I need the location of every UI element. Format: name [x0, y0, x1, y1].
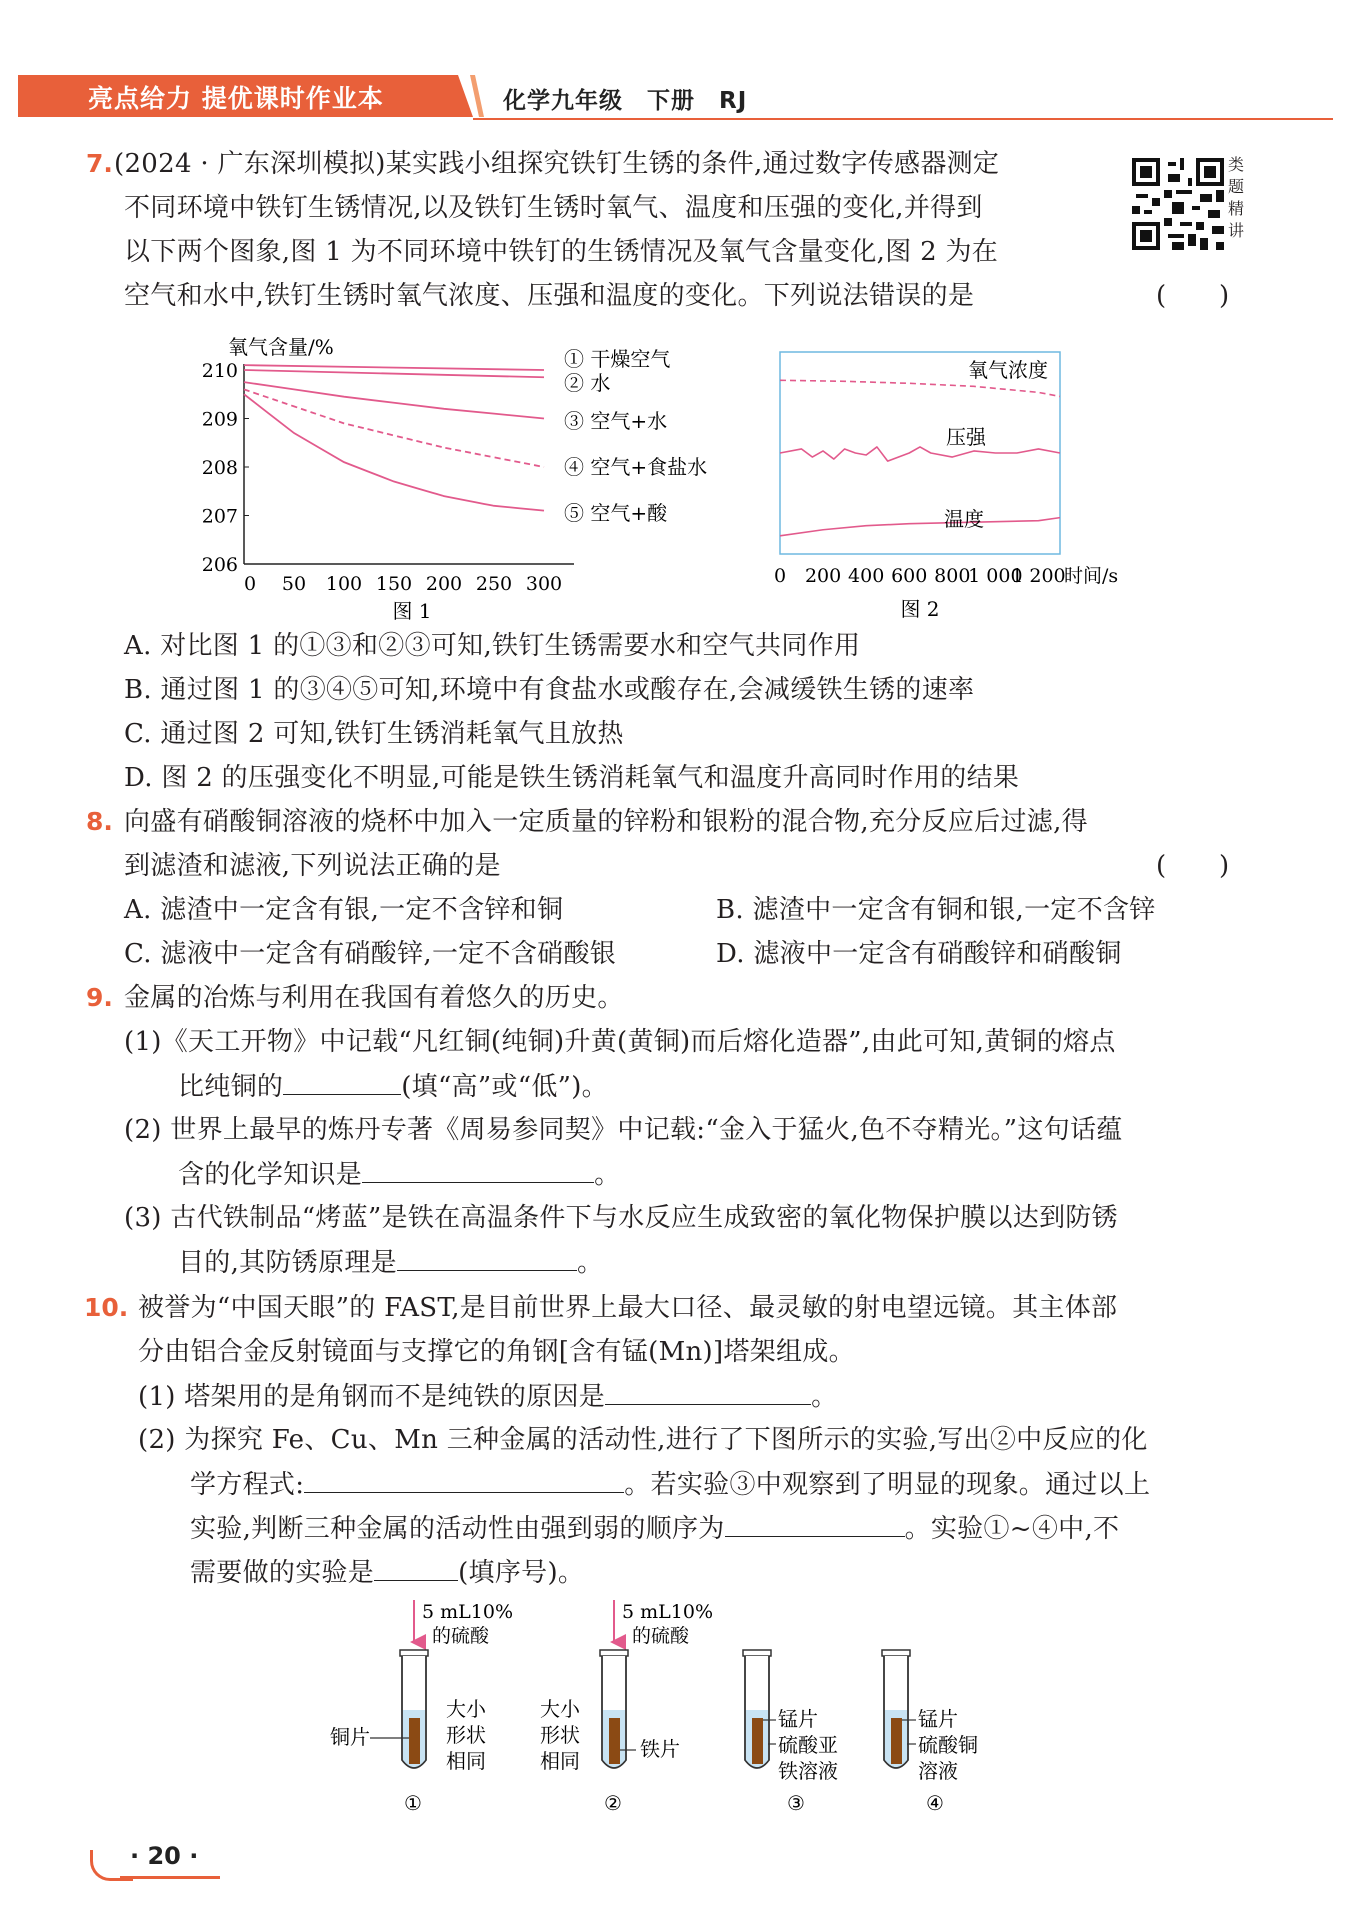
x-tick-label: 200 — [425, 573, 463, 595]
tube-1-metal-label: 铜片 — [330, 1725, 370, 1749]
q9-part1-text: (填“高”或“低”)。 — [401, 1072, 608, 1102]
q9-part1-text: 比纯铜的 — [178, 1072, 284, 1102]
test-tube-4 — [882, 1650, 978, 1815]
tube-4-number: ④ — [926, 1791, 944, 1815]
x-tick-label: 1 200 — [1011, 565, 1066, 587]
tube-3-solution-label: 硫酸亚 — [778, 1733, 838, 1757]
x-tick-label: 150 — [375, 573, 413, 595]
header-brand: 亮点给力 提优课时作业本 — [88, 84, 384, 113]
q10-part2-text: 。实验①~④中,不 — [904, 1514, 1120, 1544]
series-label: ⑤ 空气+酸 — [564, 501, 668, 525]
x-tick-label: 0 — [243, 573, 257, 595]
series-label: ② 水 — [564, 371, 611, 395]
q10-part1-text: 。 — [811, 1382, 838, 1412]
figure-2-chart — [760, 340, 1180, 628]
q9-part2-line — [178, 1156, 620, 1193]
qr-code-icon[interactable] — [1132, 158, 1224, 250]
tube-2-reagent: 的硫酸 — [632, 1625, 690, 1647]
answer-blank[interactable] — [362, 1156, 594, 1183]
header-banner-stripe — [470, 75, 484, 117]
question-number: 10. — [84, 1293, 129, 1322]
q10-part2-text: 需要做的实验是 — [190, 1558, 375, 1588]
x-tick-label: 200 — [804, 565, 842, 587]
answer-blank[interactable] — [725, 1510, 905, 1537]
q7-stem-line: 空气和水中,铁钉生锈时氧气浓度、压强和温度的变化。下列说法错误的是 — [124, 281, 975, 311]
q10-part2-line — [190, 1554, 584, 1591]
q9-stem: 金属的冶炼与利用在我国有着悠久的历史。 — [124, 983, 624, 1013]
tube-1-reagent: 的硫酸 — [432, 1625, 490, 1647]
q7-option-a[interactable]: A. 对比图 1 的①③和②③可知,铁钉生锈需要水和空气共同作用 — [124, 631, 861, 661]
q8-option-b[interactable]: B. 滤渣中一定含有铜和银,一定不含锌 — [716, 895, 1156, 925]
question-number: 8. — [86, 807, 113, 836]
tube-4-solution-label: 硫酸铜 — [918, 1733, 978, 1757]
q9-part1-line — [178, 1068, 608, 1105]
figure-caption: 图 1 — [392, 599, 432, 623]
q9-part3-line — [178, 1244, 603, 1281]
x-tick-label: 800 — [934, 565, 971, 587]
test-tube-1 — [330, 1600, 513, 1815]
y-axis-label: 氧气含量/% — [228, 335, 334, 359]
x-tick-label: 0 — [773, 565, 787, 587]
series-label: 温度 — [944, 507, 984, 531]
footer-rule — [120, 1876, 220, 1879]
figure-1-chart — [200, 328, 708, 628]
test-tube-experiment-figure — [330, 1598, 1010, 1828]
q7-stem-line: 不同环境中铁钉生锈情况,以及铁钉生锈时氧气、温度和压强的变化,并得到 — [124, 193, 983, 223]
qr-label-char: 类 — [1228, 155, 1245, 174]
q10-part2-text: 。若实验③中观察到了明显的现象。通过以上 — [624, 1470, 1151, 1500]
answer-blank[interactable] — [304, 1466, 624, 1493]
figure-caption: 图 2 — [900, 597, 940, 621]
tube-2-number: ② — [604, 1791, 622, 1815]
q7-option-b[interactable]: B. 通过图 1 的③④⑤可知,环境中有食盐水或酸存在,会减缓铁生锈的速率 — [124, 675, 975, 705]
q10-part2-text: 实验,判断三种金属的活动性由强到弱的顺序为 — [190, 1514, 725, 1544]
q7-option-d[interactable]: D. 图 2 的压强变化不明显,可能是铁生锈消耗氧气和温度升高同时作用的结果 — [124, 763, 1020, 793]
tube-2-note: 相同 — [540, 1749, 580, 1773]
answer-blank[interactable] — [374, 1554, 458, 1581]
question-number: 9. — [86, 983, 113, 1012]
q9-part3-text: 。 — [576, 1248, 604, 1278]
test-tube-3 — [743, 1650, 838, 1815]
q10-part1-line — [138, 1378, 837, 1415]
series-label: ③ 空气+水 — [564, 409, 668, 433]
series-label: ④ 空气+食盐水 — [564, 455, 708, 479]
x-tick-label: 400 — [848, 565, 885, 587]
q8-option-c[interactable]: C. 滤液中一定含有硝酸锌,一定不含硝酸银 — [124, 939, 617, 969]
x-tick-label: 1 000 — [968, 565, 1023, 587]
q8-stem-line: 到滤渣和滤液,下列说法正确的是 — [124, 851, 501, 881]
series-label: ① 干燥空气 — [564, 347, 671, 371]
answer-blank[interactable] — [397, 1244, 577, 1271]
tube-2-metal-label: 铁片 — [640, 1737, 680, 1761]
series-line — [244, 370, 544, 377]
tube-2-note: 形状 — [540, 1723, 580, 1747]
q8-option-d[interactable]: D. 滤液中一定含有硝酸锌和硝酸铜 — [716, 939, 1122, 969]
tube-1-reagent: 5 mL10% — [422, 1601, 513, 1623]
q10-part2-line — [190, 1510, 1119, 1547]
page-number: · 20 · — [130, 1842, 199, 1870]
series-label: 氧气浓度 — [968, 358, 1048, 382]
tube-3-solution-label: 铁溶液 — [778, 1759, 838, 1783]
q9-part1-line: (1)《天工开物》中记载“凡红铜(纯铜)升黄(黄铜)而后熔化造器”,由此可知,黄铜的熔点 — [124, 1027, 1116, 1057]
series-label: 压强 — [946, 425, 986, 449]
q10-stem-line: 被誉为“中国天眼”的 FAST,是目前世界上最大口径、最灵敏的射电望远镜。其主体部 — [138, 1293, 1118, 1323]
qr-label-char: 精 — [1228, 199, 1245, 218]
tube-4-metal-label: 锰片 — [918, 1707, 958, 1731]
q10-part2-text: (填序号)。 — [458, 1558, 585, 1588]
y-tick-label: 208 — [201, 457, 238, 479]
x-tick-label: 300 — [525, 573, 563, 595]
q10-stem-line: 分由铝合金反射镜面与支撑它的角钢[含有锰(Mn)]塔架组成。 — [138, 1337, 855, 1367]
x-tick-label: 100 — [325, 573, 363, 595]
tube-1-note: 相同 — [446, 1749, 486, 1773]
x-axis-label: 时间/s — [1064, 565, 1119, 587]
q7-option-c[interactable]: C. 通过图 2 可知,铁钉生锈消耗氧气且放热 — [124, 719, 624, 749]
answer-blank[interactable] — [605, 1378, 811, 1405]
header-subject: 化学九年级 下册 RJ — [503, 88, 748, 114]
question-number: 7. — [86, 149, 113, 178]
q9-part2-text: 。 — [594, 1160, 621, 1190]
x-tick-label: 250 — [475, 573, 513, 595]
q9-part3-text: 目的,其防锈原理是 — [178, 1248, 397, 1278]
tube-2-note: 大小 — [540, 1697, 580, 1721]
tube-3-metal-label: 锰片 — [778, 1707, 818, 1731]
y-tick-label: 206 — [201, 554, 238, 576]
tube-1-number: ① — [404, 1791, 422, 1815]
q9-part2-line: (2) 世界上最早的炼丹专著《周易参同契》中记载:“金入于猛火,色不夺精光。”这句话蕴 — [124, 1115, 1123, 1145]
q9-part3-line: (3) 古代铁制品“烤蓝”是铁在高温条件下与水反应生成致密的氧化物保护膜以达到防锈 — [124, 1203, 1118, 1233]
series-line — [244, 394, 544, 510]
test-tube-2 — [540, 1600, 713, 1815]
tube-2-reagent: 5 mL10% — [622, 1601, 713, 1623]
tube-1-note: 大小 — [446, 1697, 486, 1721]
q7-stem-line: (2024 · 广东深圳模拟)某实践小组探究铁钉生锈的条件,通过数字传感器测定 — [114, 149, 1000, 179]
qr-label — [1228, 154, 1248, 242]
q10-part2-line: (2) 为探究 Fe、Cu、Mn 三种金属的活动性,进行了下图所示的实验,写出②中反应的化 — [138, 1425, 1148, 1455]
q7-stem-line: 以下两个图象,图 1 为不同环境中铁钉的生锈情况及氧气含量变化,图 2 为在 — [124, 237, 999, 267]
qr-label-char: 题 — [1228, 177, 1245, 196]
q9-part2-text: 含的化学知识是 — [178, 1160, 363, 1190]
tube-4-solution-label: 溶液 — [918, 1759, 958, 1783]
y-tick-label: 210 — [201, 360, 238, 382]
q10-part2-text: 学方程式: — [190, 1470, 305, 1500]
tube-1-note: 形状 — [446, 1723, 486, 1747]
answer-paren: ( ) — [1156, 851, 1230, 881]
q8-stem-line: 向盛有硝酸铜溶液的烧杯中加入一定质量的锌粉和银粉的混合物,充分反应后过滤,得 — [124, 807, 1088, 837]
header-rule — [473, 118, 1333, 120]
q8-option-a[interactable]: A. 滤渣中一定含有银,一定不含锌和铜 — [124, 895, 564, 925]
y-tick-label: 209 — [201, 408, 238, 431]
x-tick-label: 50 — [281, 573, 307, 595]
y-tick-label: 207 — [201, 505, 238, 528]
answer-paren: ( ) — [1156, 281, 1230, 311]
tube-3-number: ③ — [787, 1791, 805, 1815]
series-line — [244, 382, 544, 418]
qr-label-char: 讲 — [1228, 221, 1245, 240]
x-tick-label: 600 — [891, 565, 928, 587]
q10-part2-line — [190, 1466, 1150, 1503]
answer-blank[interactable] — [283, 1068, 401, 1095]
series-line — [244, 365, 544, 370]
q10-part1-text: (1) 塔架用的是角钢而不是纯铁的原因是 — [138, 1382, 606, 1412]
